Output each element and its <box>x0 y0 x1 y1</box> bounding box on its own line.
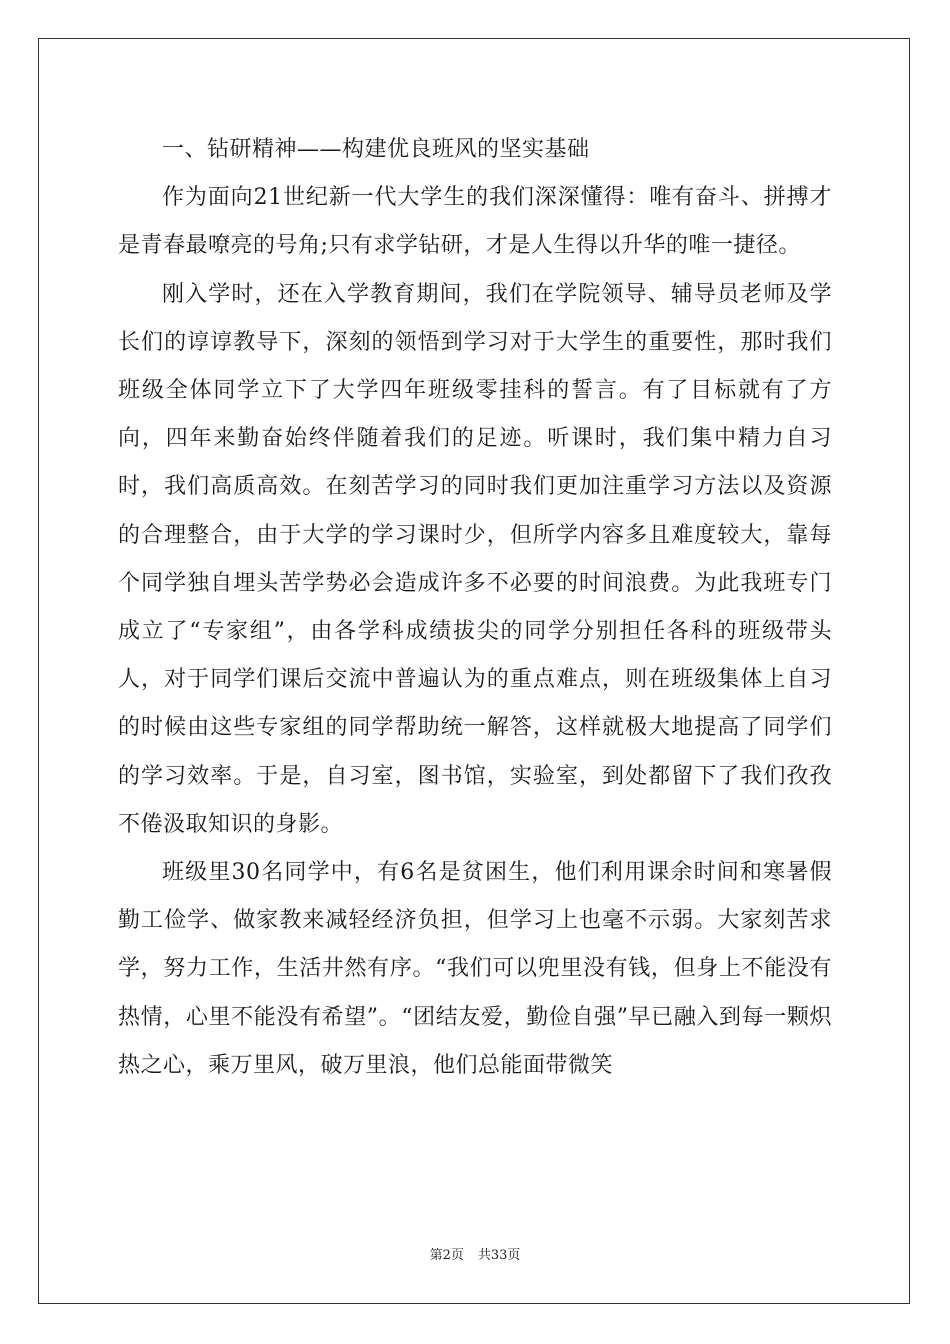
paragraph-students: 班级里30名同学中，有6名是贫困生，他们利用课余时间和寒暑假勤工俭学、做家教来减轻经济负担，但学习上也毫不示弱。大家刻苦求学，努力工作，生活井然有序。“我们可以兜里没有钱，但身上不能没有热情，心里不能没有希望”。“团结友爱，勤俭自强”早已融入到每一颗炽热之心，乘万里风，破万里浪，他们总能面带微笑 <box>118 860 832 1078</box>
page-footer <box>0 1247 950 1265</box>
paragraph-intro: 作为面向21世纪新一代大学生的我们深深懂得：唯有奋斗、拼搏才是青春最嘹亮的号角;只有求学钻研，才是人生得以升华的唯一捷径。 <box>118 185 832 259</box>
page-total: 共33页 <box>477 1248 521 1263</box>
page-number: 第2页 <box>429 1248 464 1263</box>
paragraph-study: 刚入学时，还在入学教育期间，我们在学院领导、辅导员老师及学长们的谆谆教导下，深刻的领悟到学习对于大学生的重要性，那时我们班级全体同学立下了大学四年班级零挂科的誓言。有了目标就有了方向，四年来勤奋始终伴随着我们的足迹。听课时，我们集中精力自习时，我们高质高效。在刻苦学习的同时我们更加注重学习方法以及资源的合理整合，由于大学的学习课时少，但所学内容多且难度较大，靠每个同学独自埋头苦学势必会造成许多不必要的时间浪费。为此我班专门成立了“专家组”，由各学科成绩拔尖的同学分别担任各科的班级带头人，对于同学们课后交流中普遍认为的重点难点，则在班级集体上自习的时候由这些专家组的同学帮助统一解答，这样就极大地提高了同学们的学习效率。于是，自习室，图书馆，实验室，到处都留下了我们孜孜不倦汲取知识的身影。 <box>118 281 832 837</box>
section-heading: 一、钻研精神——构建优良班风的坚实基础 <box>162 137 590 162</box>
document-body <box>118 126 832 1090</box>
